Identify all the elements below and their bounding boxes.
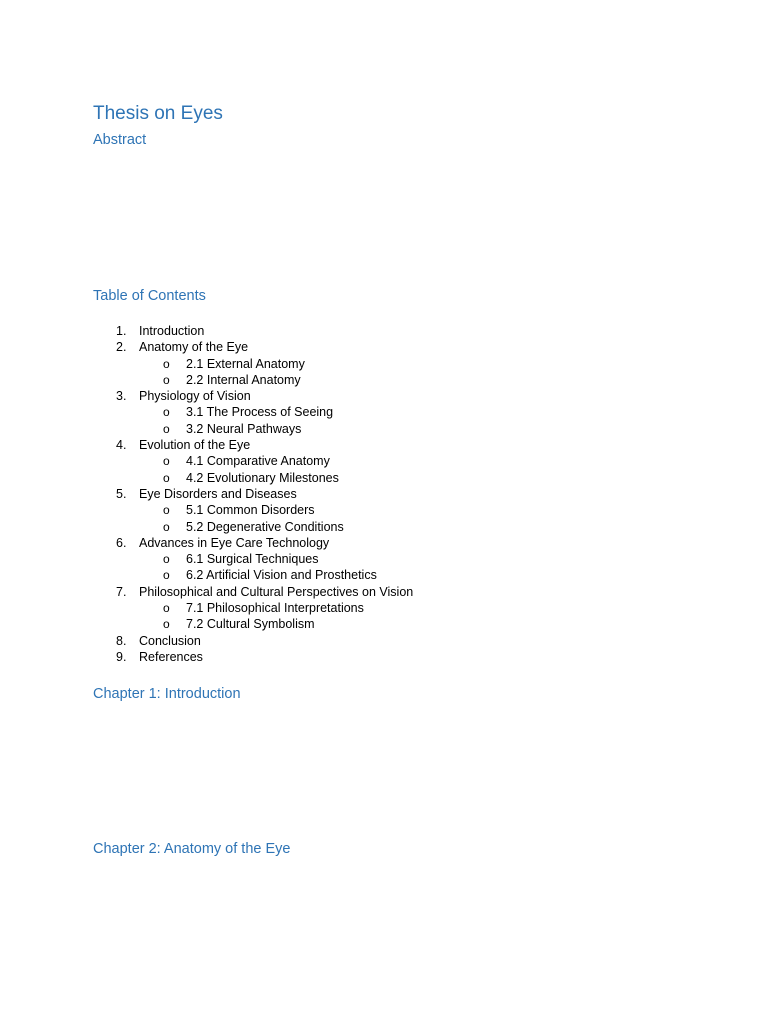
toc-subitem[interactable] [93,502,413,518]
toc-item[interactable] [93,437,413,453]
hollow-bullet-icon: o [163,617,170,632]
toc-item-number: 6. [116,535,127,550]
table-of-contents [93,323,413,665]
toc-subitem-label: 3.2 Neural Pathways [186,421,302,436]
toc-subitem-label: 4.1 Comparative Anatomy [186,454,330,469]
toc-subitem-label: 7.2 Cultural Symbolism [186,617,315,632]
toc-item[interactable] [93,323,413,339]
toc-item-label: Introduction [139,324,205,338]
chapter-1-heading: Chapter 1: Introduction [93,686,241,702]
toc-item[interactable] [93,535,413,551]
toc-subitem-label: 2.2 Internal Anatomy [186,372,301,387]
toc-item-number: 9. [116,649,127,664]
toc-item-label: Physiology of Vision [139,389,251,404]
toc-subitem-label: 5.2 Degenerative Conditions [186,519,344,534]
hollow-bullet-icon: o [163,454,170,469]
toc-subitem[interactable] [93,600,413,616]
toc-item-label: Philosophical and Cultural Perspectives on Vision [139,584,414,599]
toc-item[interactable] [93,584,413,600]
toc-subitem[interactable] [93,519,413,535]
toc-item-label: Eye Disorders and Diseases [139,486,297,501]
toc-item-label: References [139,649,203,664]
chapter-2-heading: Chapter 2: Anatomy of the Eye [93,841,291,857]
hollow-bullet-icon: o [163,552,170,567]
toc-subitem[interactable] [93,421,413,437]
hollow-bullet-icon: o [163,601,170,616]
toc-subitem-label: 4.2 Evolutionary Milestones [186,470,339,485]
hollow-bullet-icon: o [163,372,170,387]
hollow-bullet-icon: o [163,421,170,436]
toc-heading: Table of Contents [93,288,206,304]
toc-subitem-label: 2.1 External Anatomy [186,356,305,371]
toc-subitem-label: 7.1 Philosophical Interpretations [186,601,364,616]
toc-subitem[interactable] [93,372,413,388]
toc-item-number: 3. [116,389,127,404]
toc-subitem[interactable] [93,470,413,486]
toc-subitem[interactable] [93,404,413,420]
toc-item-label: Conclusion [139,633,201,648]
toc-subitem-label: 3.1 The Process of Seeing [186,405,334,420]
hollow-bullet-icon: o [163,568,170,583]
toc-item-label: Anatomy of the Eye [139,340,249,355]
toc-item[interactable] [93,633,413,649]
toc-subitem[interactable] [93,616,413,632]
hollow-bullet-icon: o [163,470,170,485]
toc-subitem[interactable] [93,356,413,372]
toc-subitem[interactable] [93,551,413,567]
toc-item[interactable] [93,649,413,665]
hollow-bullet-icon: o [163,405,170,420]
toc-subitem-label: 6.2 Artificial Vision and Prosthetics [186,568,377,583]
toc-subitem-label: 6.1 Surgical Techniques [186,552,319,567]
hollow-bullet-icon: o [163,519,170,534]
abstract-heading: Abstract [93,132,147,148]
toc-subitem[interactable] [93,567,413,583]
toc-item-number: 7. [116,584,127,599]
hollow-bullet-icon: o [163,356,170,371]
toc-item-number: 1. [116,324,127,338]
toc-subitem-label: 5.1 Common Disorders [186,503,315,518]
toc-item-number: 2. [116,340,127,355]
toc-item-number: 8. [116,633,127,648]
toc-item-number: 4. [116,438,127,453]
hollow-bullet-icon: o [163,503,170,518]
toc-item[interactable] [93,388,413,404]
toc-item-label: Advances in Eye Care Technology [139,535,330,550]
toc-item-number: 5. [116,486,127,501]
toc-item[interactable] [93,486,413,502]
toc-subitem[interactable] [93,453,413,469]
toc-item[interactable] [93,339,413,355]
document-title: Thesis on Eyes [93,103,223,124]
toc-item-label: Evolution of the Eye [139,438,251,453]
